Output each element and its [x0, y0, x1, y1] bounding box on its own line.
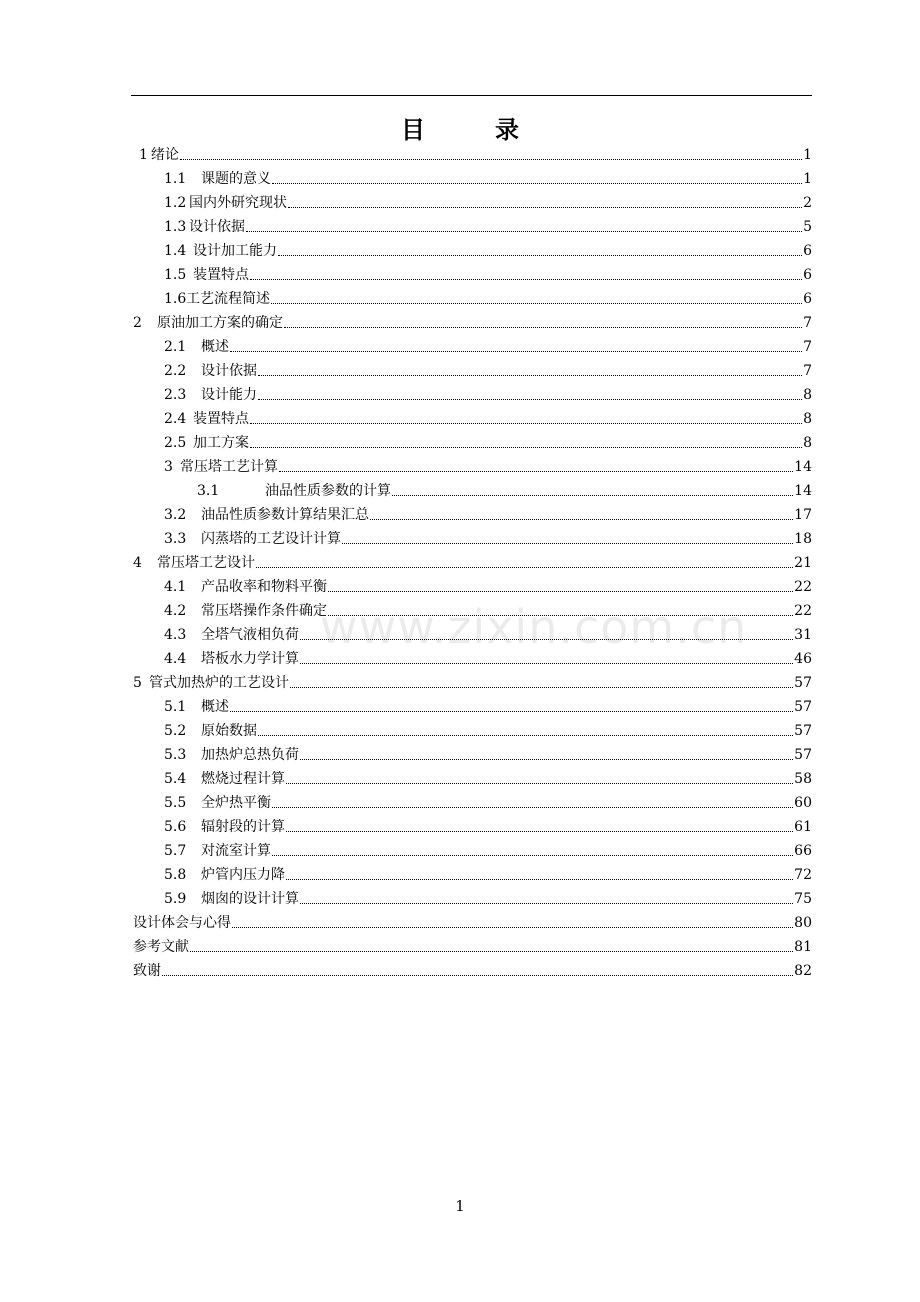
toc-entry[interactable]: [164, 598, 812, 620]
toc-title-char-1: 目: [401, 115, 425, 144]
toc-entry[interactable]: [164, 790, 812, 812]
toc-entry[interactable]: [164, 286, 812, 308]
toc-entry-page: 17: [794, 507, 812, 523]
toc-entry-text: 常压塔工艺计算: [180, 459, 278, 475]
toc-entry-text: 常压塔工艺设计: [157, 555, 255, 571]
toc-entry-text: 绪论: [150, 147, 179, 163]
toc-leader-dots: [258, 735, 793, 736]
toc-entry-page: 8: [803, 411, 812, 427]
toc-entry-page: 22: [794, 579, 812, 595]
toc-leader-dots: [230, 351, 802, 352]
toc-leader-dots: [258, 375, 802, 376]
toc-entry-text: 原油加工方案的确定: [157, 315, 283, 331]
toc-leader-dots: [392, 495, 793, 496]
toc-leader-dots: [246, 231, 802, 232]
toc-entry-page: 46: [794, 651, 812, 667]
toc-entry[interactable]: [164, 454, 812, 476]
toc-entry-text: 油品性质参数的计算: [265, 483, 391, 499]
toc-leader-dots: [162, 975, 793, 976]
toc-leader-dots: [256, 567, 793, 568]
toc-leader-dots: [286, 831, 793, 832]
toc-entry[interactable]: [164, 238, 812, 260]
toc-entry-number: 1.2: [164, 195, 187, 211]
toc-entry-number: 5.1: [164, 699, 187, 715]
toc-entry-number: 4: [133, 555, 142, 571]
toc-entry-text: 燃烧过程计算: [201, 771, 285, 787]
toc-entry-number: 5.8: [164, 867, 187, 883]
toc-leader-dots: [258, 399, 802, 400]
toc-entry[interactable]: [164, 406, 812, 428]
toc-entry-text: 设计加工能力: [193, 243, 277, 259]
toc-entry-page: 21: [794, 555, 812, 571]
toc-entry-text: 油品性质参数计算结果汇总: [201, 507, 369, 523]
toc-entry-page: 6: [803, 267, 812, 283]
toc-entry[interactable]: [164, 574, 812, 596]
toc-entry-text: 课题的意义: [201, 171, 271, 187]
toc-entry-number: 4.4: [164, 651, 187, 667]
toc-entry-page: 57: [794, 675, 812, 691]
toc-entry-number: 5.9: [164, 891, 187, 907]
toc-entry-number: 4.1: [164, 579, 187, 595]
toc-entry-page: 5: [803, 219, 812, 235]
toc-entry-text: 设计体会与心得: [133, 915, 231, 931]
toc-entry-text: 塔板水力学计算: [201, 651, 299, 667]
toc-leader-dots: [232, 927, 793, 928]
toc-entry[interactable]: [164, 886, 812, 908]
toc-entry[interactable]: [133, 550, 812, 572]
toc-leader-dots: [328, 615, 793, 616]
toc-entry-number: 2.2: [164, 363, 187, 379]
toc-leader-dots: [272, 855, 793, 856]
toc-entry-number: 3.1: [197, 483, 220, 499]
toc-entry-text: 概述: [201, 339, 229, 355]
toc-entry-number: 5.4: [164, 771, 187, 787]
toc-entry[interactable]: [164, 742, 812, 764]
toc-leader-dots: [286, 879, 793, 880]
toc-leader-dots: [250, 279, 802, 280]
toc-entry[interactable]: [139, 142, 812, 164]
toc-entry-page: 14: [794, 483, 812, 499]
page-number: 1: [455, 1197, 465, 1215]
toc-entry-text: 加工方案: [193, 435, 249, 451]
toc-entry-number: 4.2: [164, 603, 187, 619]
toc-entry[interactable]: [164, 430, 812, 452]
toc-title: [0, 110, 920, 145]
toc-entry-number: 1.3: [164, 219, 187, 235]
toc-entry[interactable]: [164, 718, 812, 740]
toc-entry-number: 5: [133, 675, 142, 691]
toc-entry[interactable]: [164, 526, 812, 548]
toc-entry-text: 设计依据: [201, 363, 257, 379]
toc-entry[interactable]: [164, 358, 812, 380]
toc-entry-page: 1: [803, 147, 812, 163]
toc-leader-dots: [272, 183, 802, 184]
toc-entry-page: 6: [803, 291, 812, 307]
toc-entry[interactable]: [133, 910, 812, 932]
toc-entry[interactable]: [164, 838, 812, 860]
toc-entry[interactable]: [164, 502, 812, 524]
toc-entry-number: 1.6: [164, 291, 187, 307]
toc-entry-page: 81: [794, 939, 812, 955]
toc-entry[interactable]: [164, 334, 812, 356]
toc-entry[interactable]: [164, 862, 812, 884]
toc-leader-dots: [328, 591, 793, 592]
toc-entry-page: 58: [794, 771, 812, 787]
toc-entry-number: 5.6: [164, 819, 187, 835]
toc-leader-dots: [284, 327, 802, 328]
toc-leader-dots: [230, 711, 793, 712]
toc-entry[interactable]: [164, 814, 812, 836]
toc-entry-text: 产品收率和物料平衡: [201, 579, 327, 595]
toc-entry-page: 7: [803, 339, 812, 355]
toc-leader-dots: [250, 447, 802, 448]
toc-entry-page: 6: [803, 243, 812, 259]
toc-entry-number: 1.4: [164, 243, 187, 259]
toc-entry-number: 3.2: [164, 507, 187, 523]
toc-entry-text: 常压塔操作条件确定: [201, 603, 327, 619]
toc-entry-number: 1.1: [164, 171, 187, 187]
toc-entry-text: 加热炉总热负荷: [201, 747, 299, 763]
toc-leader-dots: [272, 807, 793, 808]
toc-entry-text: 对流室计算: [201, 843, 271, 859]
toc-leader-dots: [286, 783, 793, 784]
toc-entry-page: 80: [794, 915, 812, 931]
toc-entry[interactable]: [133, 670, 812, 692]
toc-entry-number: 5.7: [164, 843, 187, 859]
toc-entry[interactable]: [197, 478, 812, 500]
toc-leader-dots: [288, 207, 802, 208]
toc-entry[interactable]: [164, 646, 812, 668]
toc-entry-text: 全塔气液相负荷: [201, 627, 299, 643]
toc-leader-dots: [180, 159, 802, 160]
toc-entry-text: 设计依据: [189, 219, 245, 235]
toc-leader-dots: [370, 519, 793, 520]
toc-leader-dots: [271, 303, 802, 304]
toc-entry-page: 8: [803, 435, 812, 451]
toc-entry-text: 全炉热平衡: [201, 795, 271, 811]
toc-leader-dots: [300, 903, 793, 904]
toc-entry-text: 参考文献: [133, 939, 189, 955]
toc-entry-number: 4.3: [164, 627, 187, 643]
toc-leader-dots: [300, 759, 793, 760]
toc-entry[interactable]: [164, 694, 812, 716]
toc-entry-text: 炉管内压力降: [201, 867, 285, 883]
toc-leader-dots: [250, 423, 802, 424]
toc-entry[interactable]: [164, 214, 812, 236]
toc-leader-dots: [290, 687, 793, 688]
toc-entry-page: 31: [794, 627, 812, 643]
toc-entry-page: 57: [794, 699, 812, 715]
toc-entry-number: 2.1: [164, 339, 187, 355]
toc-entry-text: 设计能力: [201, 387, 257, 403]
toc-leader-dots: [279, 471, 793, 472]
toc-entry-number: 5.2: [164, 723, 187, 739]
toc-leader-dots: [342, 543, 793, 544]
toc-entry-number: 2: [133, 315, 142, 331]
toc-entry-page: 75: [794, 891, 812, 907]
toc-leader-dots: [300, 639, 793, 640]
toc-entry-number: 3: [164, 459, 173, 475]
toc-entry-page: 18: [794, 531, 812, 547]
toc-leader-dots: [190, 951, 793, 952]
toc-entry-number: 1.5: [164, 267, 187, 283]
toc-entry-page: 61: [794, 819, 812, 835]
toc-entry-page: 8: [803, 387, 812, 403]
toc-entry-page: 14: [794, 459, 812, 475]
toc-entry-text: 装置特点: [193, 267, 249, 283]
toc-entry-text: 国内外研究现状: [189, 195, 287, 211]
toc-entry[interactable]: [133, 934, 812, 956]
toc-entry-text: 概述: [201, 699, 229, 715]
toc-entry-page: 72: [794, 867, 812, 883]
toc-entry-number: 5.5: [164, 795, 187, 811]
toc-entry-number: 2.5: [164, 435, 187, 451]
toc-entry-text: 原始数据: [201, 723, 257, 739]
toc-entry-text: 装置特点: [193, 411, 249, 427]
toc-entry-page: 2: [803, 195, 812, 211]
toc-entry-text: 致谢: [133, 963, 161, 979]
toc-entry-page: 7: [803, 315, 812, 331]
toc-entry-text: 管式加热炉的工艺设计: [149, 675, 289, 691]
toc-entry[interactable]: [164, 382, 812, 404]
toc-entry-page: 22: [794, 603, 812, 619]
toc-entry-page: 57: [794, 747, 812, 763]
toc-entry-number: 2.3: [164, 387, 187, 403]
toc-entry-page: 7: [803, 363, 812, 379]
toc-entry-page: 60: [794, 795, 812, 811]
toc-entry-page: 1: [803, 171, 812, 187]
toc-entry-number: 3.3: [164, 531, 187, 547]
toc-leader-dots: [300, 663, 793, 664]
toc-entry[interactable]: [133, 310, 812, 332]
header-rule: [131, 95, 812, 96]
toc-entry-number: 1: [139, 147, 148, 163]
toc-leader-dots: [278, 255, 802, 256]
toc-entry-number: 5.3: [164, 747, 187, 763]
toc-entry[interactable]: [164, 166, 812, 188]
toc-entry[interactable]: [164, 190, 812, 212]
toc-entry[interactable]: [164, 262, 812, 284]
toc-entry-page: 66: [794, 843, 812, 859]
toc-entry[interactable]: [164, 766, 812, 788]
toc-entry-page: 82: [794, 963, 812, 979]
toc-title-char-2: 录: [495, 115, 519, 144]
toc-entry[interactable]: [133, 958, 812, 980]
toc-entry-text: 闪蒸塔的工艺设计计算: [201, 531, 341, 547]
toc-entry-text: 辐射段的计算: [201, 819, 285, 835]
toc-entry-number: 2.4: [164, 411, 187, 427]
toc-entry[interactable]: [164, 622, 812, 644]
watermark: www.zixin.com.cn: [320, 600, 748, 654]
toc-entry-text: 工艺流程简述: [186, 291, 270, 307]
toc-entry-text: 烟囱的设计计算: [201, 891, 299, 907]
toc-entry-page: 57: [794, 723, 812, 739]
